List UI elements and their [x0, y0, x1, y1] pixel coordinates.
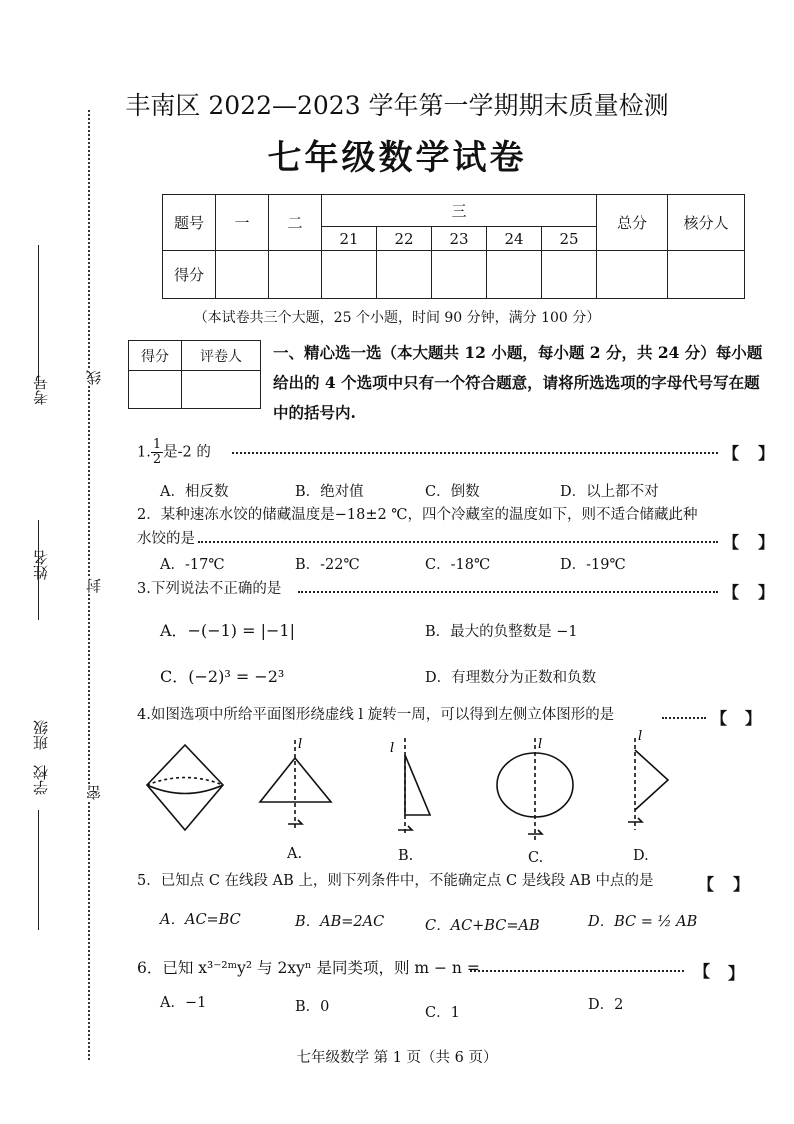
grader-name-cell: [182, 371, 261, 409]
exam-title: 丰南区 2022—2023 学年第一学期期末质量检测: [125, 91, 669, 120]
label-name: 姓名: [32, 550, 50, 580]
q1-option-b: B．绝对值: [295, 484, 364, 500]
solid-double-cone-figure: [147, 745, 223, 830]
label-kaohao: 考号: [32, 375, 50, 405]
q4-option-d: D.: [633, 848, 649, 864]
axis-label-d: l: [638, 730, 643, 744]
q4-figures: [120, 730, 680, 860]
col-2: 二: [269, 195, 322, 251]
score-table: [162, 194, 745, 299]
row-label-tihao: 题号: [163, 195, 216, 251]
sub-col-23: 23: [432, 227, 487, 251]
q4-dots: [662, 717, 706, 719]
q2-option-c: C．-18℃: [425, 557, 491, 573]
q1-number: 1.: [137, 444, 151, 461]
q1-bracket-open: 【: [723, 444, 740, 463]
option-d-triangle-figure: [628, 738, 668, 830]
q6-option-d: D．2: [588, 997, 624, 1013]
option-c-circle-figure: [497, 738, 573, 842]
col-checker: 核分人: [668, 195, 745, 251]
sub-col-25: 25: [542, 227, 597, 251]
sub-col-24: 24: [487, 227, 542, 251]
q1-option-d: D．以上都不对: [560, 484, 659, 500]
q2-dots: [198, 541, 718, 543]
question-6: 6．已知 x³⁻²ᵐy² 与 2xyⁿ 是同类项，则 m − n =: [137, 959, 480, 977]
q1-option-c: C．倒数: [425, 484, 480, 500]
q3-option-a: A．−(−1) = |−1|: [160, 621, 295, 640]
q4-bracket-close: 】: [745, 709, 762, 728]
section-1-instructions: 一、精心选一选（本大题共 12 小题，每小题 2 分，共 24 分）每小题给出的 4 个选项中只有一个符合题意，请将所选选项的字母代号写在题中的括号内.: [273, 343, 763, 422]
exam-note: （本试卷共三个大题，25 个小题，时间 90 分钟，满分 100 分）: [193, 310, 601, 326]
paper-title: 七年级数学试卷: [267, 138, 527, 178]
axis-label-c: l: [538, 737, 543, 752]
q6-option-c: C．1: [425, 1005, 460, 1021]
sub-col-21: 21: [322, 227, 377, 251]
axis-label-b: l: [390, 741, 395, 756]
q5-bracket-close: 】: [733, 875, 750, 894]
q3-option-d: D．有理数分为正数和负数: [425, 670, 597, 686]
grader-score-label: 得分: [129, 341, 182, 371]
q1-fraction: $\frac{1}{2}$: [152, 437, 162, 467]
label-school-class: 学校 班级: [32, 720, 50, 795]
label-mi: 密: [85, 785, 103, 800]
row-label-defen: 得分: [163, 251, 216, 299]
page-footer: 七年级数学 第 1 页（共 6 页）: [296, 1050, 498, 1066]
q5-option-a: A．AC=BC: [160, 912, 241, 928]
q3-option-c: C．(−2)³ = −2³: [160, 667, 285, 686]
q3-option-b: B．最大的负整数是 −1: [425, 624, 578, 640]
q1-option-a: A．相反数: [160, 484, 229, 500]
q1-text: 是-2 的: [163, 444, 211, 461]
q2-option-d: D．-19℃: [560, 557, 626, 573]
sub-col-22: 22: [377, 227, 432, 251]
col-1: 一: [216, 195, 269, 251]
q6-option-b: B．0: [295, 999, 330, 1015]
question-3: 3.下列说法不正确的是: [137, 581, 282, 597]
option-a-triangle-figure: [260, 740, 331, 830]
q3-dots: [298, 591, 718, 593]
grader-name-label: 评卷人: [182, 341, 261, 371]
q6-option-a: A．−1: [160, 995, 207, 1011]
score-cell: [487, 251, 542, 299]
q6-dots: [470, 970, 684, 972]
question-5: 5．已知点 C 在线段 AB 上，则下列条件中，不能确定点 C 是线段 AB 中点的是: [137, 873, 654, 889]
q4-option-b: B.: [398, 848, 414, 864]
q2-bracket-open: 【: [723, 533, 740, 552]
question-2-line1: 2．某种速冻水饺的储藏温度是−18±2 ℃，四个冷藏室的温度如下，则不适合储藏此种: [137, 507, 698, 523]
q5-option-b: B．AB=2AC: [295, 914, 385, 930]
q4-option-c: C.: [528, 850, 544, 866]
score-cell: [269, 251, 322, 299]
q4-option-a: A.: [287, 846, 303, 862]
score-cell: [432, 251, 487, 299]
q2-option-b: B．-22℃: [295, 557, 360, 573]
question-1: [137, 438, 211, 467]
label-xian: 线: [85, 370, 103, 385]
score-cell: [668, 251, 745, 299]
q2-bracket-close: 】: [758, 533, 775, 552]
score-cell: [597, 251, 668, 299]
q4-bracket-open: 【: [711, 709, 728, 728]
q3-bracket-open: 【: [723, 583, 740, 602]
axis-label-a: l: [298, 737, 303, 752]
score-cell: [377, 251, 432, 299]
option-b-right-triangle-figure: [398, 738, 430, 835]
col-total: 总分: [597, 195, 668, 251]
score-cell: [216, 251, 269, 299]
grader-table: [128, 340, 261, 409]
school-line: [38, 810, 39, 930]
question-4: 4.如图选项中所给平面图形绕虚线 l 旋转一周，可以得到左侧立体图形的是: [137, 707, 615, 723]
q5-option-d: D．BC = ½ AB: [588, 914, 698, 930]
score-cell: [322, 251, 377, 299]
question-2-line2: 水饺的是: [137, 531, 195, 547]
label-feng: 封: [85, 578, 103, 593]
q5-option-c: C．AC+BC=AB: [425, 918, 540, 934]
q6-bracket-open: 【: [694, 962, 711, 981]
q6-bracket-close: 】: [728, 964, 745, 983]
q1-dots: [232, 452, 718, 454]
score-cell: [542, 251, 597, 299]
col-3: 三: [322, 195, 597, 227]
q2-option-a: A．-17℃: [160, 557, 225, 573]
q5-bracket-open: 【: [698, 875, 715, 894]
q1-bracket-close: 】: [758, 444, 775, 463]
q3-bracket-close: 】: [758, 583, 775, 602]
grader-score-cell: [129, 371, 182, 409]
